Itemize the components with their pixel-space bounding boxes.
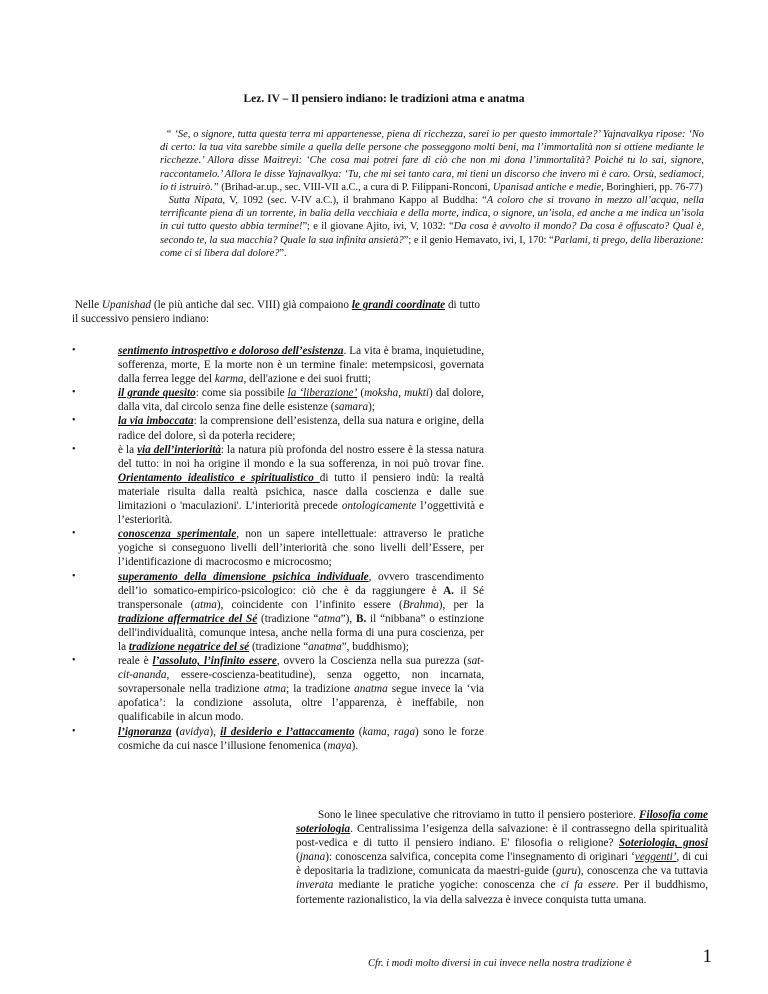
bullet-icon: • [72, 345, 76, 356]
list-item: • conoscenza sperimentale, non un sapere intellettuale: attraverso le pratiche yogiche si conseguono livelli dell’interiorità che sono livelli dell’Essere, per l’identificazione di macrocosmo e microcosmo; [72, 528, 484, 569]
bullet-icon: • [72, 443, 76, 455]
quote-sutta-nipata: Sutta Nipata, V, 1092 (sec. V-IV a.C.), il brahmano Kappo al Buddha: “A coloro che si trovano in mezzo all’acqua, nella terrificante piena di un torrente, in balia della vecchiaia e della morte, indica, o signore, un’isola, ed anche a me indica un’isola in cui tutto questo abbia termine!”; e il giovane Ajito, ivi, V, 1032: “Da cosa è avvolto il mondo? Da cosa è offuscato? Qual è, secondo te, la sua macchia? Quale la sua infinita ansietà?”; e il genio Hemavato, ivi, I, 170: “Parlami, ti prego, della liberazione: come ci si libera dal dolore?”. [160, 195, 705, 259]
bullet-icon: • [72, 528, 76, 540]
page-title: Lez. IV – Il pensiero indiano: le tradizioni atma e anatma [243, 93, 525, 105]
quote-upanishad: “ ‘Se, o signore, tutta questa terra mi appartenesse, piena di ricchezza, sarei io per questo immortale?’ Yajnavalkya ripose: ‘No di certo: la tua vita sarebbe simile a quella delle persone che posseggono molti beni, ma l’immortalità non si ottiene mediante le ricchezze.’ Allora disse Maitreyi: ‘Che cosa mai potrei fare di ciò che non mi dona l’immortalità? Poiché tu lo sai, signore, raccontamelo.’ Allora le disse Yajnavalkya: ‘Tu, che mi sei tanto cara, mi tieni un discorso che invero mi è caro. Orsù, sediamoci, io ti istruirò.” (Brihad-ar.up., sec. VIII-VII a.C., a cura di P. Filippani-Ronconi, Upanisad antiche e medie, Boringhieri, pp. 76-77) [160, 129, 704, 193]
bullet-icon: • [72, 387, 76, 399]
page-number: 1 [702, 946, 712, 967]
bullet-icon: • [72, 570, 76, 582]
coordinates-list [72, 344, 484, 753]
bullet-icon: • [72, 415, 76, 427]
list-item: • l’ignoranza (avidya), il desiderio e l’attaccamento (kama, raga) sono le forze cosmiche da cui nasce l’illusione fenomenica (maya). [72, 725, 484, 752]
list-item: • il grande quesito: come sia possibile la ‘liberazione’ (moksha, mukti) dal dolore, dalla vita, dal circolo senza fine delle esistenze (samara); [72, 387, 484, 414]
soteriology-paragraph: Sono le linee speculative che ritroviamo in tutto il pensiero posteriore. Filosofia come soteriologia. Centralissima l’esigenza della salvazione: è il contrassegno della spiritualità post-vedica e di tutto il pensiero indiano. E' filosofia o religione? Soteriologia, gnosi (jnana): conoscenza salvifica, concepita come l'insegnamento di originari ‘veggenti’, di cui è depositaria la tradizione, comunicata da maestri-guide (guru), conoscenza che va tuttavia inverata mediante le pratiche yogiche: conoscenza che ci fa essere. Per il buddhismo, fortemente razionalistico, la via della salvezza è invece conquista tutta umana. [296, 809, 708, 906]
list-item: • superamento della dimensione psichica individuale, ovvero trascendimento dell’io somatico-empirico-psicologico: ciò che è da raggiungere è A. il Sé transpersonale (atma), coincidente con l’infinito essere (Brahma), per la tradizione affermatrice del Sé (tradizione “atma”), B. il “nibbana” o estinzione dell'individualità, comunque intesa, anche nella forma di una pura coscienza, per la tradizione negatrice del sé (tradizione “anatma”, buddhismo); [72, 570, 484, 653]
bullet-icon: • [72, 655, 76, 667]
epigraph-quotes [160, 128, 704, 260]
cfr-note: Cfr. i modi molto diversi in cui invece nella nostra tradizione è [368, 958, 632, 969]
intro-paragraph: Nelle Upanishad (le più antiche dal sec. VIII) già compaiono le grandi coordinate di tutto il successivo pensiero indiano: [72, 299, 481, 326]
bullet-icon: • [72, 725, 76, 737]
list-item: • la via imboccata: la comprensione dell’esistenza, della sua natura e origine, della radice del dolore, sì da poterla recidere; [72, 415, 484, 442]
list-item: • è la via dell’interiorità: la natura più profonda del nostro essere è la stessa natura del tutto: in noi ha origine il mondo e la sua sofferenza, in noi può trovar fine. Orientamento idealistico e spiritualistico di tutto il pensiero indù: la realtà materiale risulta dalla realtà psichica, nasce dalla coscienza e dalle sue limitazioni o 'maculazioni'. L’interiorità precede ontologicamente l’oggettività e l’esteriorità. [72, 443, 485, 527]
list-item: • sentimento introspettivo e doloroso dell’esistenza. La vita è brama, inquietudine, sofferenza, morte, E la morte non è un termine finale: metempsicosi, governata dalla ferrea legge del karma, dell'azione e dei suoi frutti; [72, 345, 484, 386]
list-item: • reale è l’assoluto, l’infinito essere, ovvero la Coscienza nella sua purezza (sat-cit-ananda, essere-coscienza-beatitudine), senza oggetto, non incarnata, sovrapersonale nella tradizione atma; la tradizione anatma segue invece la ‘via apofatica’: la condizione assoluta, oltre l’apparenza, è ineffabile, non qualificabile in alcun modo. [72, 655, 485, 724]
